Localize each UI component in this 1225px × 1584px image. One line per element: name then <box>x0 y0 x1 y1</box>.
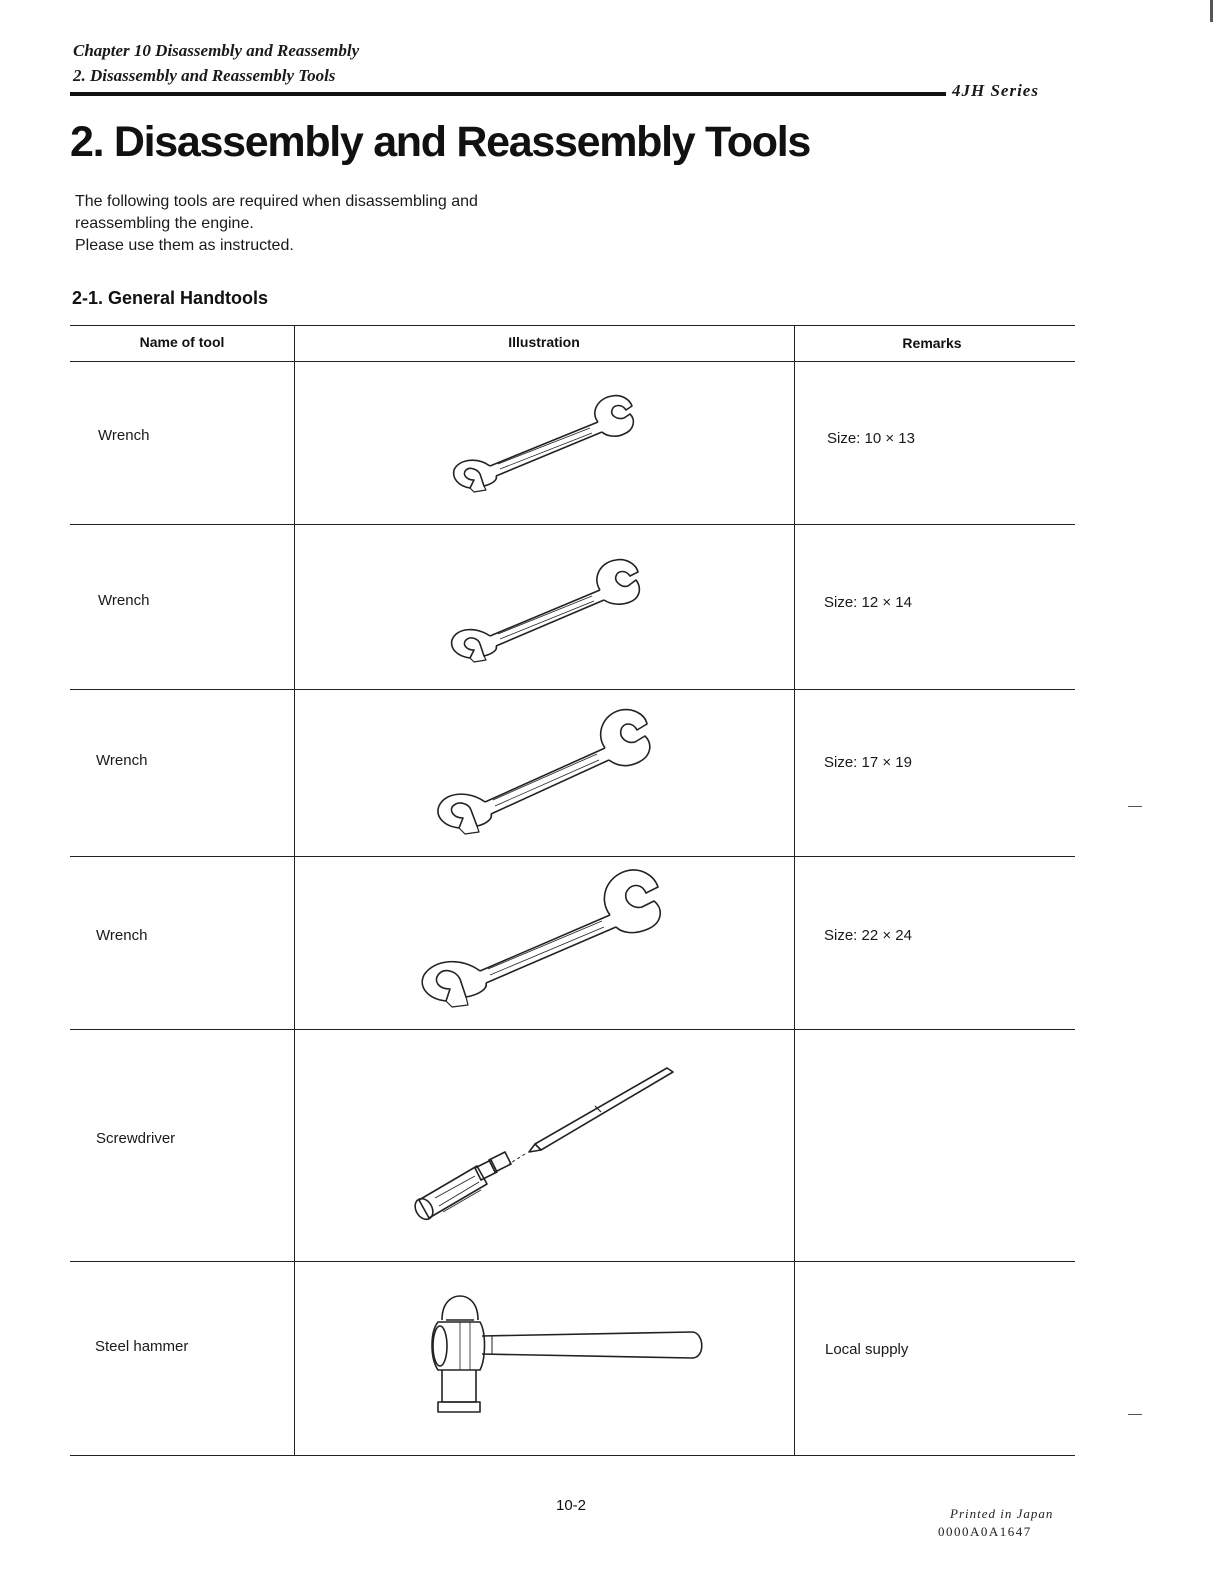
tool-remarks: Size: 10 × 13 <box>827 430 915 447</box>
wrench-icon <box>440 550 655 665</box>
series-label: 4JH Series <box>952 81 1039 100</box>
tool-name: Wrench <box>96 752 148 769</box>
intro-line: reassembling the engine. <box>75 215 254 232</box>
table-rule <box>70 1029 1075 1030</box>
printed-in-label: Printed in Japan <box>950 1506 1054 1521</box>
tool-name: Steel hammer <box>95 1338 189 1355</box>
table-column-rule <box>794 325 795 1455</box>
table-rule <box>70 361 1075 362</box>
table-rule <box>70 856 1075 857</box>
tool-name: Wrench <box>98 592 150 609</box>
tool-name: Wrench <box>96 927 148 944</box>
page-title: 2. Disassembly and Reassembly Tools <box>70 118 810 166</box>
header-name-of-tool: Name of tool <box>139 334 225 350</box>
screwdriver-icon <box>405 1060 685 1240</box>
tool-remarks: Size: 17 × 19 <box>824 754 912 771</box>
table-rule <box>70 325 1075 326</box>
intro-paragraph <box>75 191 595 257</box>
tool-remarks: Size: 12 × 14 <box>824 594 912 611</box>
header-rule <box>70 92 946 96</box>
scan-edge-mark <box>1210 0 1213 22</box>
table-rule <box>70 524 1075 525</box>
section-label: 2. Disassembly and Reassembly Tools <box>73 66 336 85</box>
wrench-icon <box>440 384 650 494</box>
section-title: 2-1. General Handtools <box>72 288 269 308</box>
page-number: 10-2 <box>556 1497 587 1514</box>
tool-remarks: Size: 22 × 24 <box>824 927 912 944</box>
intro-line: Please use them as instructed. <box>75 237 294 254</box>
running-header <box>73 38 359 88</box>
intro-line: The following tools are required when disassembling and <box>75 193 478 210</box>
scan-edge-mark <box>1128 806 1142 807</box>
chapter-label: Chapter 10 Disassembly and Reassembly <box>73 41 360 60</box>
header-remarks: Remarks <box>902 335 962 351</box>
wrench-icon <box>410 865 680 1015</box>
tool-name: Wrench <box>98 427 150 444</box>
tool-name: Screwdriver <box>96 1130 176 1147</box>
header-illustration: Illustration <box>508 334 580 350</box>
tool-remarks: Local supply <box>825 1341 909 1358</box>
document-number: 0000A0A1647 <box>938 1524 1032 1539</box>
table-rule <box>70 689 1075 690</box>
table-rule <box>70 1455 1075 1456</box>
table-column-rule <box>294 325 295 1455</box>
hammer-icon <box>420 1292 710 1422</box>
wrench-icon <box>425 702 665 842</box>
table-rule <box>70 1261 1075 1262</box>
scan-edge-mark <box>1128 1414 1142 1415</box>
